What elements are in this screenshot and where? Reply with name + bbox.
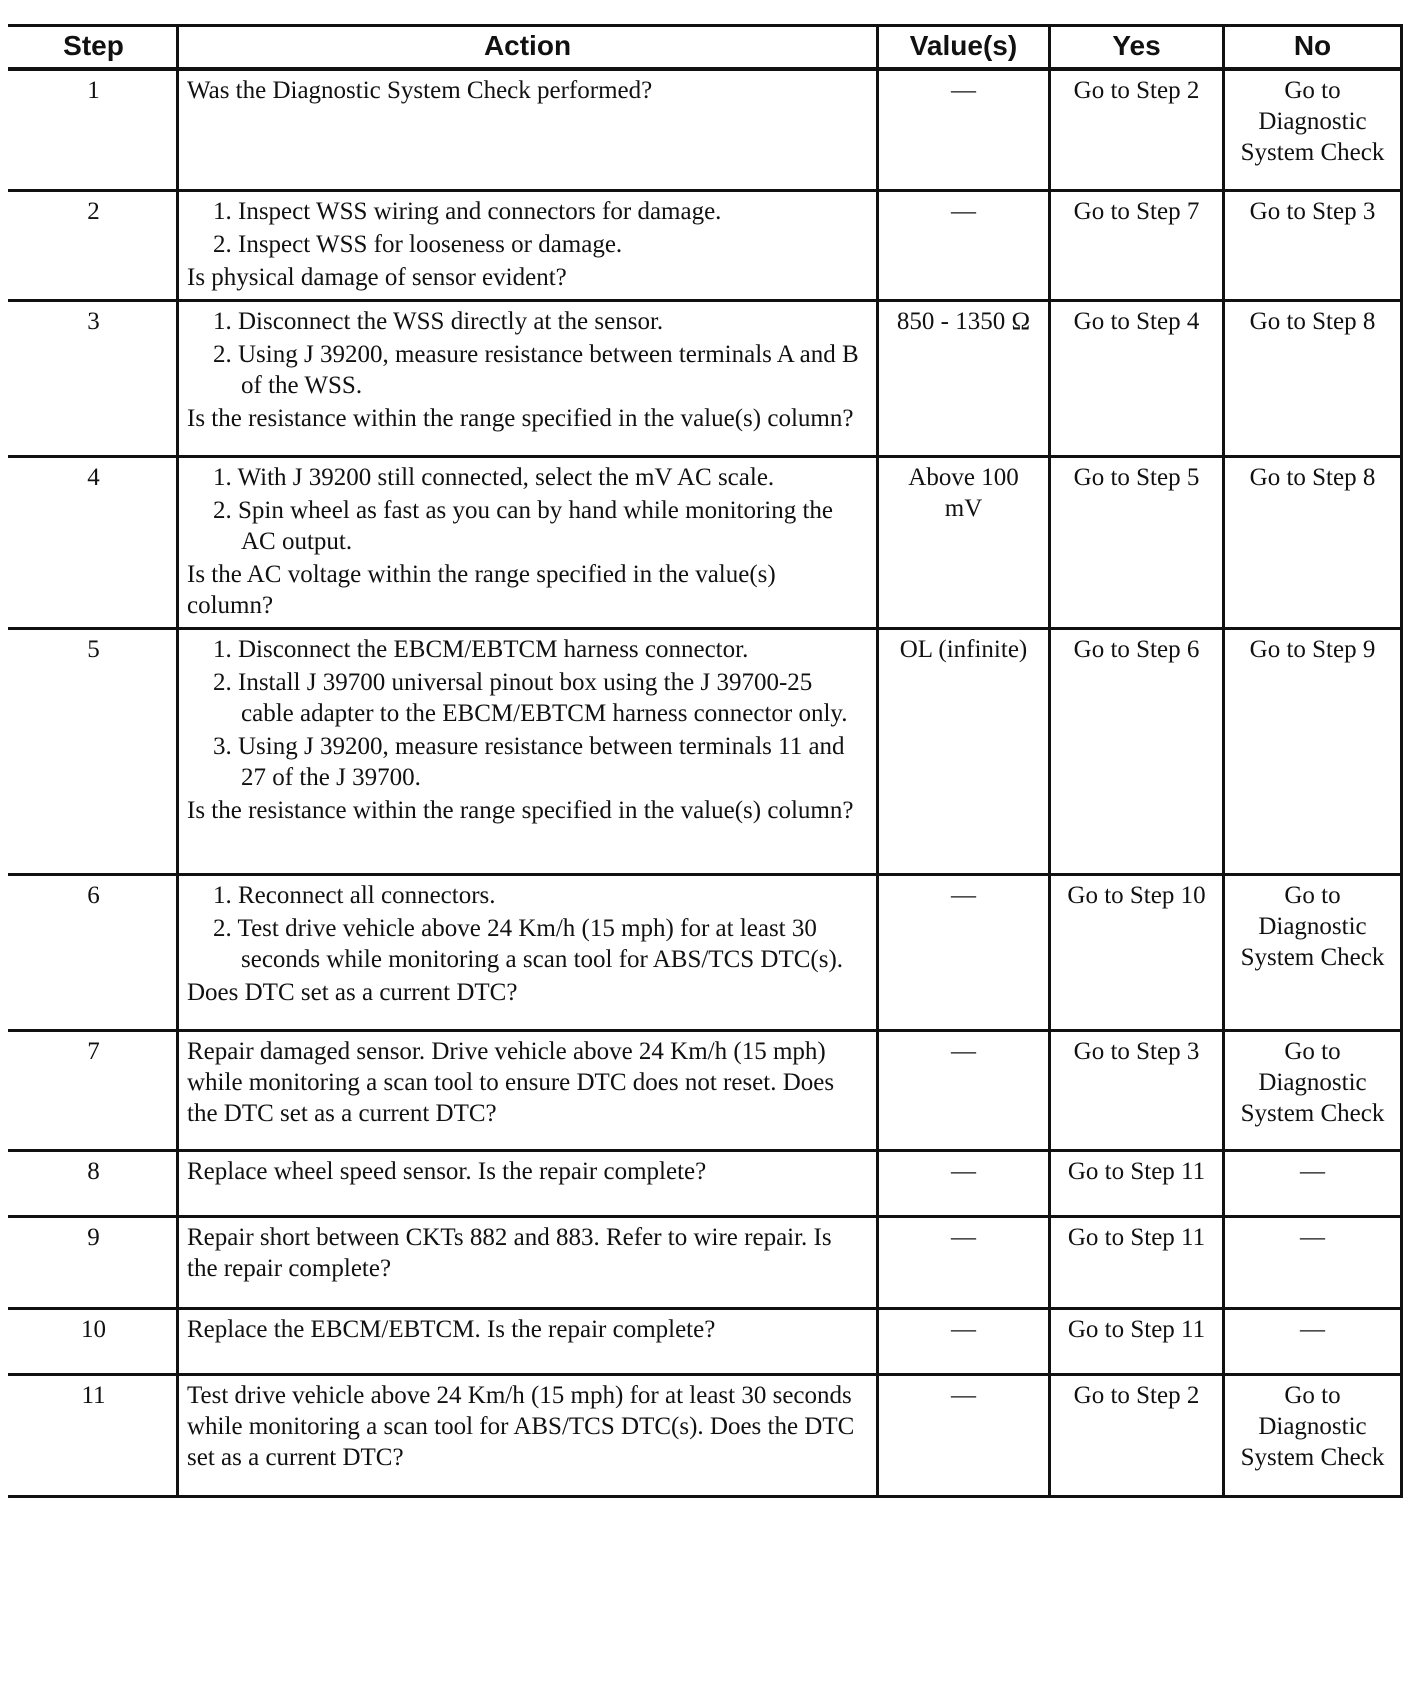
no-cell: —	[1224, 1216, 1402, 1308]
value-cell: —	[878, 1308, 1050, 1374]
header-row	[10, 26, 1402, 70]
yes-cell: Go to Step 11	[1050, 1150, 1224, 1216]
value-cell: —	[878, 1374, 1050, 1496]
action-cell	[178, 1216, 878, 1308]
step-number: 5	[10, 628, 178, 874]
action-substep: 1. Disconnect the WSS directly at the sensor.	[213, 307, 664, 335]
action-question: Is the resistance within the range specified in the value(s) column?	[187, 796, 854, 824]
no-cell: Go to Step 9	[1224, 628, 1402, 874]
value-cell: —	[878, 1216, 1050, 1308]
table-row	[10, 190, 1402, 300]
table-row	[10, 1216, 1402, 1308]
action-substep: 2. Spin wheel as fast as you can by hand while monitoring the AC output.	[213, 496, 834, 555]
action-substeps	[187, 462, 868, 557]
table-row	[10, 456, 1402, 628]
table-row	[10, 300, 1402, 456]
header-yes: Yes	[1050, 26, 1224, 70]
value-cell: —	[878, 874, 1050, 1030]
action-cell	[178, 300, 878, 456]
yes-cell: Go to Step 11	[1050, 1216, 1224, 1308]
table-row	[10, 69, 1402, 190]
yes-cell: Go to Step 6	[1050, 628, 1224, 874]
header-action: Action	[178, 26, 878, 70]
action-substep: 2. Test drive vehicle above 24 Km/h (15 mph) for at least 30 seconds while monitoring a scan tool for ABS/TCS DTC(s).	[213, 914, 844, 973]
yes-cell: Go to Step 2	[1050, 69, 1224, 190]
action-substep: 1. Inspect WSS wiring and connectors for damage.	[213, 197, 722, 225]
header-no: No	[1224, 26, 1402, 70]
action-question: Replace wheel speed sensor. Is the repair complete?	[187, 1157, 707, 1185]
yes-cell: Go to Step 11	[1050, 1308, 1224, 1374]
no-cell: Go to Diagnostic System Check	[1224, 1374, 1402, 1496]
step-number: 11	[10, 1374, 178, 1496]
action-question: Does DTC set as a current DTC?	[187, 978, 518, 1006]
no-cell: Go to Diagnostic System Check	[1224, 69, 1402, 190]
action-substep: 1. With J 39200 still connected, select the mV AC scale.	[213, 463, 775, 491]
step-number: 3	[10, 300, 178, 456]
value-cell: Above 100 mV	[878, 456, 1050, 628]
table-row	[10, 1030, 1402, 1150]
action-substeps	[187, 634, 868, 793]
table-row	[10, 628, 1402, 874]
action-cell	[178, 190, 878, 300]
value-cell: —	[878, 190, 1050, 300]
action-cell	[178, 1374, 878, 1496]
no-cell: Go to Step 3	[1224, 190, 1402, 300]
action-question: Repair damaged sensor. Drive vehicle above 24 Km/h (15 mph) while monitoring a scan tool to ensure DTC does not reset. Does the DTC set as a current DTC?	[187, 1037, 835, 1127]
table-row	[10, 1374, 1402, 1496]
no-cell: Go to Diagnostic System Check	[1224, 874, 1402, 1030]
value-cell: —	[878, 1030, 1050, 1150]
step-number: 6	[10, 874, 178, 1030]
value-cell: —	[878, 69, 1050, 190]
table-row	[10, 1308, 1402, 1374]
step-number: 8	[10, 1150, 178, 1216]
step-number: 9	[10, 1216, 178, 1308]
action-cell	[178, 69, 878, 190]
yes-cell: Go to Step 7	[1050, 190, 1224, 300]
action-question: Is the resistance within the range specified in the value(s) column?	[187, 404, 854, 432]
no-cell: —	[1224, 1150, 1402, 1216]
action-cell	[178, 1030, 878, 1150]
step-number: 1	[10, 69, 178, 190]
action-substep: 2. Install J 39700 universal pinout box using the J 39700-25 cable adapter to the EBCM/EBTCM harness connector only.	[213, 668, 848, 727]
step-number: 7	[10, 1030, 178, 1150]
value-cell: OL (infinite)	[878, 628, 1050, 874]
action-cell	[178, 874, 878, 1030]
yes-cell: Go to Step 3	[1050, 1030, 1224, 1150]
table-row	[10, 874, 1402, 1030]
action-substep: 2. Using J 39200, measure resistance between terminals A and B of the WSS.	[213, 340, 859, 399]
table-row	[10, 1150, 1402, 1216]
yes-cell: Go to Step 5	[1050, 456, 1224, 628]
step-number: 2	[10, 190, 178, 300]
action-question: Was the Diagnostic System Check performed?	[187, 77, 653, 104]
action-question: Is physical damage of sensor evident?	[187, 263, 567, 291]
action-substep: 2. Inspect WSS for looseness or damage.	[213, 230, 623, 258]
no-cell: Go to Diagnostic System Check	[1224, 1030, 1402, 1150]
action-substep: 3. Using J 39200, measure resistance between terminals 11 and 27 of the J 39700.	[213, 732, 845, 791]
action-substep: 1. Disconnect the EBCM/EBTCM harness connector.	[213, 635, 749, 663]
action-substeps	[187, 196, 868, 260]
yes-cell: Go to Step 2	[1050, 1374, 1224, 1496]
no-cell: Go to Step 8	[1224, 300, 1402, 456]
action-question: Test drive vehicle above 24 Km/h (15 mph) for at least 30 seconds while monitoring a scan tool for ABS/TCS DTC(s). Does the DTC set as a current DTC?	[187, 1381, 855, 1471]
action-substeps	[187, 306, 868, 401]
step-number: 10	[10, 1308, 178, 1374]
header-step: Step	[10, 26, 178, 70]
action-substep: 1. Reconnect all connectors.	[213, 881, 496, 909]
action-cell	[178, 628, 878, 874]
action-cell	[178, 456, 878, 628]
action-question: Replace the EBCM/EBTCM. Is the repair complete?	[187, 1315, 716, 1343]
yes-cell: Go to Step 4	[1050, 300, 1224, 456]
action-cell	[178, 1308, 878, 1374]
action-substeps	[187, 880, 868, 975]
header-values: Value(s)	[878, 26, 1050, 70]
diagnostic-table-container	[8, 24, 1400, 1498]
value-cell: —	[878, 1150, 1050, 1216]
action-cell	[178, 1150, 878, 1216]
no-cell: Go to Step 8	[1224, 456, 1402, 628]
diagnostic-table	[8, 24, 1403, 1498]
action-question: Is the AC voltage within the range specified in the value(s) column?	[187, 560, 776, 619]
no-cell: —	[1224, 1308, 1402, 1374]
step-number: 4	[10, 456, 178, 628]
action-question: Repair short between CKTs 882 and 883. Refer to wire repair. Is the repair complete?	[187, 1223, 832, 1282]
value-cell: 850 - 1350 Ω	[878, 300, 1050, 456]
yes-cell: Go to Step 10	[1050, 874, 1224, 1030]
